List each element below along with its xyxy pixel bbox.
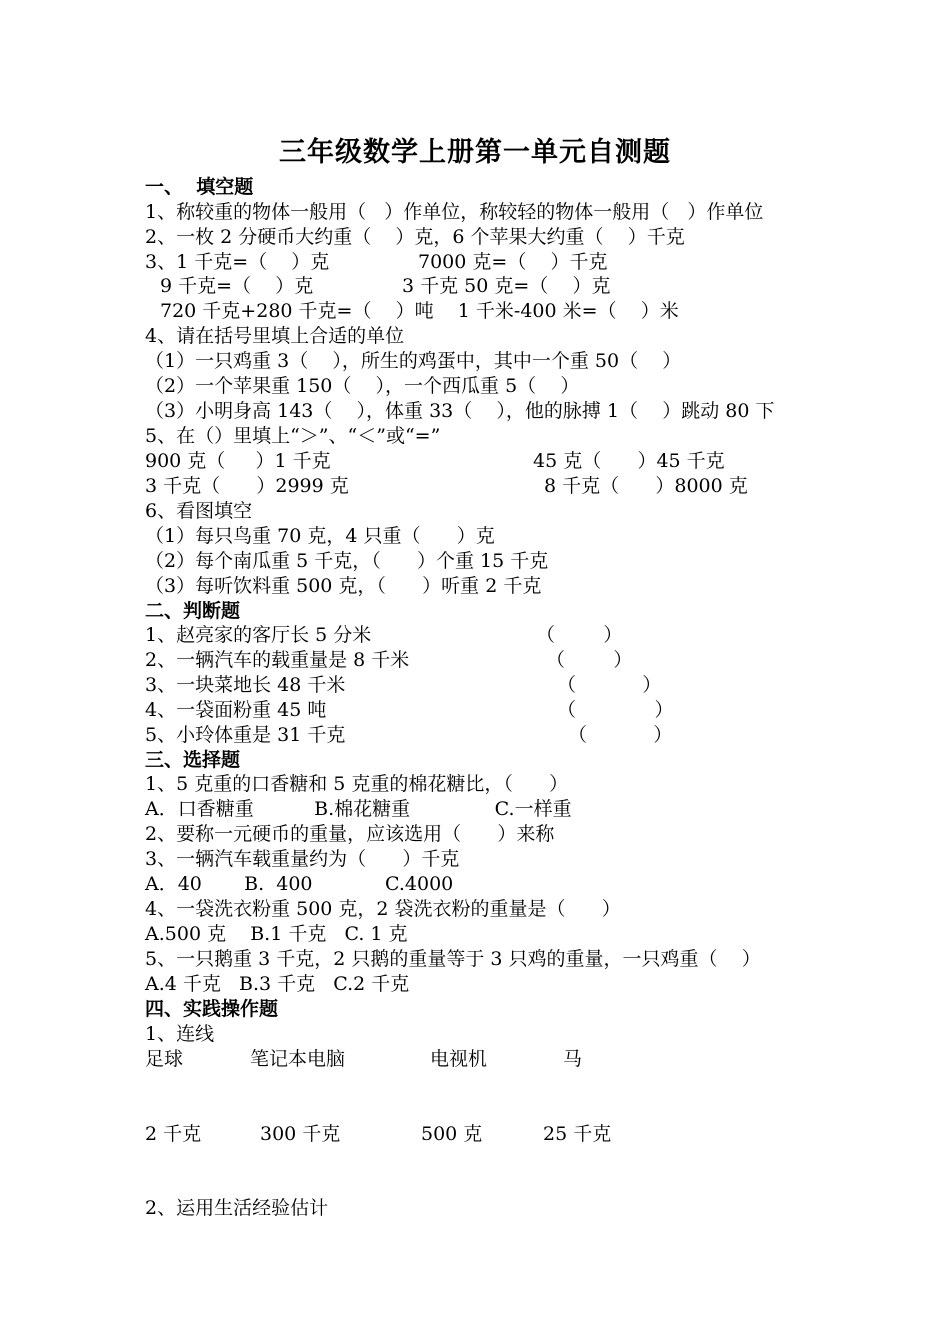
section-heading-true-false: 二、判断题 <box>145 600 241 622</box>
answer-paren: （ ） <box>546 649 633 671</box>
question-text: （2）每个南瓜重 5 千克，（ ）个重 15 千克 <box>145 550 549 572</box>
question-text: （2）一个苹果重 150（ ），一个西瓜重 5（ ） <box>145 375 580 397</box>
question-options: A．口香糖重 B.棉花糖重 C.一样重 <box>145 798 572 820</box>
question-text: （3）小明身高 143（ ），体重 33（ ），他的脉搏 1（ ）跳动 80 下 <box>145 400 775 422</box>
question-text: 1、赵亮家的客厅长 5 分米 <box>145 624 372 646</box>
answer-paren: （ ） <box>536 624 623 646</box>
question-text: 4、一袋洗衣粉重 500 克，2 袋洗衣粉的重量是（ ） <box>145 898 621 920</box>
question-options: A.500 克 B.1 千克 C. 1 克 <box>145 923 408 945</box>
question-text: 4、一袋面粉重 45 吨 <box>145 699 327 721</box>
question-text: 45 克（ ）45 千克 <box>533 450 725 472</box>
match-item: 足球 <box>145 1048 184 1070</box>
question-text: 3、一块菜地长 48 千米 <box>145 674 346 696</box>
match-item: 笔记本电脑 <box>250 1048 346 1070</box>
match-item: 马 <box>563 1048 583 1070</box>
question-text: （1）一只鸡重 3（ ），所生的鸡蛋中，其中一个重 50（ ） <box>145 350 682 372</box>
section-heading-fill-blank: 一、 填空题 <box>145 176 254 198</box>
question-text: 1、称较重的物体一般用（ ）作单位，称较轻的物体一般用（ ）作单位 <box>145 201 764 223</box>
question-text: 1、5 克重的口香糖和 5 克重的棉花糖比，（ ） <box>145 773 569 795</box>
question-text: 8 千克（ ）8000 克 <box>544 475 748 497</box>
match-item: 电视机 <box>430 1048 488 1070</box>
question-text: （3）每听饮料重 500 克，（ ）听重 2 千克 <box>145 575 542 597</box>
question-text: 5、在（）里填上“＞”、“＜”或“=” <box>145 425 441 447</box>
question-text: 3 千克（ ）2999 克 <box>145 475 349 497</box>
question-text: 5、小玲体重是 31 千克 <box>145 724 346 746</box>
question-text: 3 千克 50 克=（ ）克 <box>402 275 611 297</box>
question-text: 5、一只鹅重 3 千克，2 只鹅的重量等于 3 只鸡的重量，一只鸡重（ ） <box>145 948 761 970</box>
question-text: 2、一辆汽车的载重量是 8 千米 <box>145 649 410 671</box>
question-text: 3、1 千克=（ ）克 <box>145 251 330 273</box>
answer-paren: （ ） <box>557 674 662 696</box>
page-title: 三年级数学上册第一单元自测题 <box>279 137 671 168</box>
question-text: 9 千克=（ ）克 <box>160 275 314 297</box>
question-text: 7000 克=（ ）千克 <box>418 251 608 273</box>
question-options: A．40 B. 400 C.4000 <box>145 873 454 895</box>
match-weight: 500 克 <box>421 1123 483 1145</box>
question-text: 2、要称一元硬币的重量，应该选用（ ）来称 <box>145 823 555 845</box>
question-text: （1）每只鸟重 70 克，4 只重（ ）克 <box>145 525 495 547</box>
question-text: 720 千克+280 千克=（ ）吨 1 千米-400 米=（ ）米 <box>160 300 679 322</box>
match-weight: 2 千克 <box>145 1123 202 1145</box>
answer-paren: （ ） <box>568 724 673 746</box>
match-weight: 300 千克 <box>260 1123 341 1145</box>
question-text: 4、请在括号里填上合适的单位 <box>145 325 405 347</box>
section-heading-practice: 四、实践操作题 <box>145 998 279 1020</box>
question-text: 3、一辆汽车载重量约为（ ）千克 <box>145 848 460 870</box>
question-text: 2、一枚 2 分硬币大约重（ ）克，6 个苹果大约重（ ）千克 <box>145 226 685 248</box>
question-text: 2、运用生活经验估计 <box>145 1197 329 1219</box>
question-text: 900 克（ ）1 千克 <box>145 450 331 472</box>
question-options: A.4 千克 B.3 千克 C.2 千克 <box>145 973 410 995</box>
answer-paren: （ ） <box>557 699 674 721</box>
question-text: 6、看图填空 <box>145 500 253 522</box>
section-heading-choice: 三、选择题 <box>145 749 241 771</box>
match-weight: 25 千克 <box>543 1123 612 1145</box>
question-text: 1、连线 <box>145 1023 215 1045</box>
